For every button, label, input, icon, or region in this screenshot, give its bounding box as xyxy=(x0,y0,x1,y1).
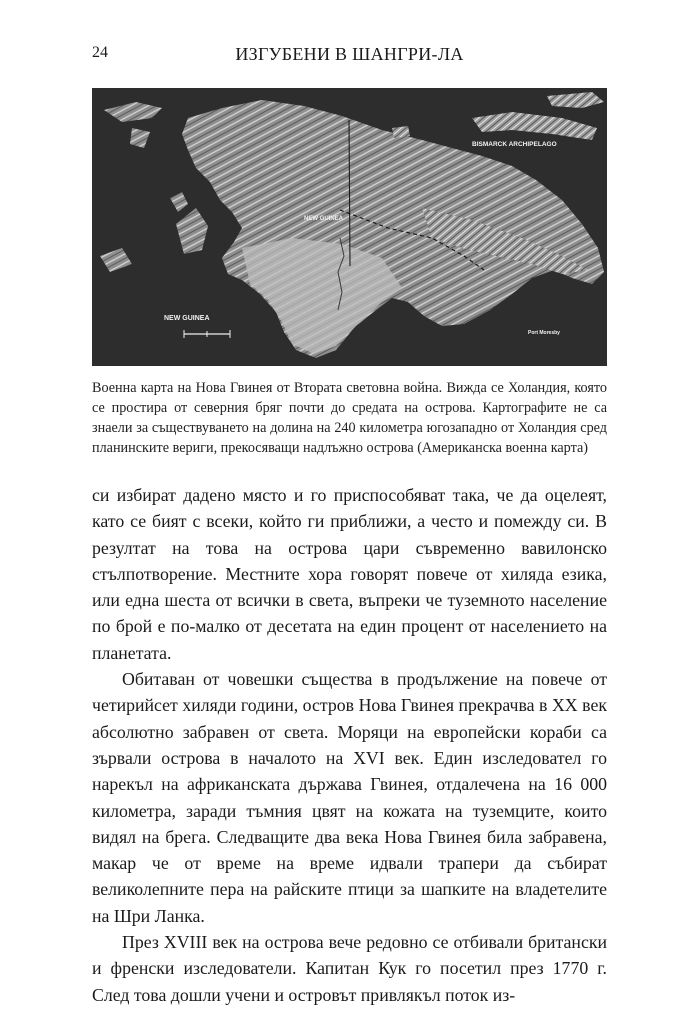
label-new-guinea-lower: NEW GUINEA xyxy=(164,315,210,322)
map-image xyxy=(92,88,607,366)
paragraph: През XVIII век на острова вече редовно се отбивали британски и френски изследователи. Капитан Кук го посетил през 1770 г. След това дошли учени и островът привлякъл поток из- xyxy=(92,932,607,1005)
paragraph: Обитаван от човешки същества в продължение на повече от четирийсет хиляди години, остров Нова Гвинея прекрачва в XX век абсолютно забравен от света. Моряци на европейски кораби са зървали острова в началото на XVI век. Един изследовател го нарекъл на африканската държава Гвинея, отдалечена на 16 000 километра, заради тъмния цвят на кожата на туземците, които видял на брега. Следващите два века Нова Гвинея била забравена, макар че от време на време идвали трапери да събират великолепните пера на райските птици за шапките на владетелите на Шри Ланка. xyxy=(92,669,607,926)
page-number: 24 xyxy=(92,44,108,61)
running-title: ИЗГУБЕНИ В ШАНГРИ-ЛА xyxy=(235,44,464,64)
label-bismarck: BISMARCK ARCHIPELAGO xyxy=(472,141,557,148)
map-caption: Военна карта на Нова Гвинея от Втората световна война. Вижда се Холандия, която се простира от северния бряг почти до средата на острова. Картографите не са знаели за съществуването на долина на 240 километра югозападно от Холандия сред планинските вериги, прекосяващи надлъжно острова (Американска военна карта) xyxy=(92,380,607,456)
label-port-moresby: Port Moresby xyxy=(528,330,560,336)
running-header xyxy=(92,44,607,68)
island xyxy=(392,126,410,138)
paragraph: си избират дадено място и го приспособяват така, че да оцелеят, като се бият с всеки, който ги приближи, а често и помежду си. В резултат на това на острова цари съвременно вавилонско стълпотворение. Местните хора говорят повече от хиляда езика, или една шеста от всички в света, въпреки че туземното население по брой е по-малко от десетата на един процент от населението на планетата. xyxy=(92,485,607,663)
body-text xyxy=(92,482,607,1008)
label-new-guinea-upper: NEW GUINEA xyxy=(304,216,343,222)
new-guinea-map xyxy=(92,88,607,366)
